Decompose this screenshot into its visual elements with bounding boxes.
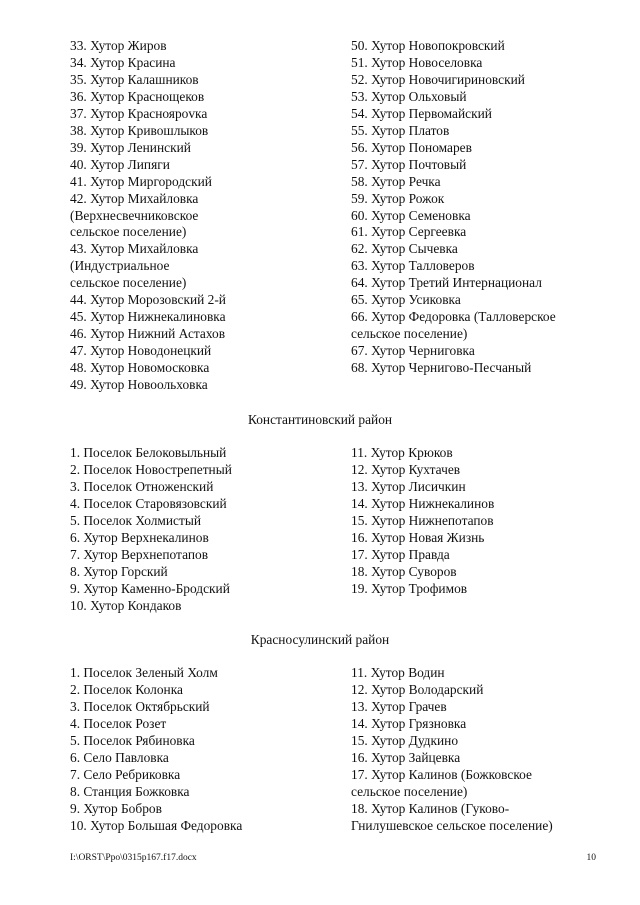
page-footer	[70, 853, 596, 863]
list-item: 53. Хутор Ольховый	[351, 88, 467, 104]
list-item: 3. Поселок Октябрьский	[70, 698, 210, 714]
list-item: 1. Поселок Белоковыльный	[70, 445, 227, 460]
list-item: 67. Хутор Черниговка	[351, 343, 475, 359]
list-item: 62. Хутор Сычевка	[351, 241, 458, 257]
list-item: 5. Поселок Холмистый	[70, 512, 201, 528]
list-item: 39. Хутор Ленинский	[70, 139, 191, 155]
list-item: 40. Хутор Липяги	[70, 156, 170, 172]
list-item: 42. Хутор Михайловка	[70, 190, 199, 206]
list-item: 6. Хутор Верхнекалинов	[70, 529, 209, 545]
list-item: 17. Хутор Калинов (Божковское	[351, 766, 532, 782]
settlement-list-konstantinovsky	[70, 445, 590, 615]
list-item: 8. Станция Божковка	[70, 783, 190, 799]
list-item: 66. Хутор Федоровка (Талловерское	[351, 309, 556, 325]
list-item: (Индустриальное	[70, 258, 170, 274]
list-item: сельское поселение)	[70, 224, 187, 240]
list-column-left	[70, 665, 351, 835]
list-item: 63. Хутор Талловеров	[351, 258, 475, 274]
list-column-right	[351, 665, 590, 835]
list-item: 18. Хутор Калинов (Гуково-	[351, 800, 510, 816]
list-item: 19. Хутор Трофимов	[351, 580, 468, 596]
list-column-left	[70, 38, 351, 394]
page-number: 10	[586, 853, 596, 863]
list-item: 5. Поселок Рябиновка	[70, 732, 195, 748]
list-item: 4. Поселок Старовязовский	[70, 495, 227, 511]
list-item: 15. Хутор Дудкино	[351, 732, 459, 748]
list-item: 49. Хутор Новоольховка	[70, 377, 208, 393]
list-item: 12. Хутор Володарский	[351, 681, 484, 697]
settlement-list-continued	[70, 38, 590, 394]
list-item: сельское поселение)	[351, 326, 468, 342]
list-item: 2. Поселок Колонка	[70, 681, 183, 697]
list-item: 45. Хутор Нижнекалиновка	[70, 309, 226, 325]
list-item: 10. Хутор Кондаков	[70, 597, 182, 613]
district-heading-krasnosulinsky: Красносулинский район	[250, 632, 390, 647]
list-item: 41. Хутор Миргородский	[70, 173, 212, 189]
list-item: 52. Хутор Новочигириновский	[351, 71, 525, 87]
list-item: Гнилушевское сельское поселение)	[351, 817, 553, 833]
list-item: 7. Хутор Верхнепотапов	[70, 546, 209, 562]
list-item: 38. Хутор Кривошлыков	[70, 122, 209, 138]
list-item: 16. Хутор Новая Жизнь	[351, 529, 485, 545]
list-item: 46. Хутор Нижний Астахов	[70, 326, 226, 342]
list-item: 55. Хутор Платов	[351, 122, 450, 138]
list-item: 14. Хутор Грязновка	[351, 715, 467, 731]
list-item: 4. Поселок Розет	[70, 715, 167, 731]
list-item: 57. Хутор Почтовый	[351, 156, 467, 172]
list-item: 61. Хутор Сергеевка	[351, 224, 467, 240]
list-item: 13. Хутор Грачев	[351, 698, 447, 714]
list-item: 9. Хутор Бобров	[70, 800, 162, 816]
list-item: сельское поселение)	[70, 275, 187, 291]
list-item: 6. Село Павловка	[70, 749, 169, 765]
settlement-list-krasnosulinsky	[70, 665, 590, 835]
list-item: 14. Хутор Нижнекалинов	[351, 495, 495, 511]
list-column-right	[351, 38, 590, 394]
list-item: 7. Село Ребриковка	[70, 766, 181, 782]
file-path: I:\ORST\Ppo\0315p167.f17.docx	[70, 853, 197, 863]
list-item: 35. Хутор Калашников	[70, 71, 199, 87]
list-item: 56. Хутор Пономарев	[351, 139, 472, 155]
list-item: 11. Хутор Водин	[351, 665, 445, 680]
list-item: 68. Хутор Чернигово-Песчаный	[351, 360, 532, 376]
list-item: 8. Хутор Горский	[70, 563, 168, 579]
list-item: 65. Хутор Усиковка	[351, 292, 461, 308]
list-item: 11. Хутор Крюков	[351, 445, 453, 460]
list-item: 10. Хутор Большая Федоровка	[70, 817, 243, 833]
list-item: 47. Хутор Новодонецкий	[70, 343, 212, 359]
list-item: сельское поселение)	[351, 783, 468, 799]
list-item: 60. Хутор Семеновка	[351, 207, 471, 223]
list-item: 3. Поселок Отноженский	[70, 478, 214, 494]
list-item: 43. Хутор Михайловка	[70, 241, 199, 257]
list-item: 33. Хутор Жиров	[70, 38, 167, 53]
list-item: 44. Хутор Морозовский 2-й	[70, 292, 226, 308]
list-item: 34. Хутор Красина	[70, 54, 176, 70]
list-item: 13. Хутор Лисичкин	[351, 478, 466, 494]
list-item: 12. Хутор Кухтачев	[351, 461, 461, 477]
list-item: 50. Хутор Новопокровский	[351, 38, 505, 53]
list-item: 1. Поселок Зеленый Холм	[70, 665, 218, 680]
list-item: 48. Хутор Новомосковка	[70, 360, 210, 376]
list-item: 58. Хутор Речка	[351, 173, 441, 189]
list-item: 16. Хутор Зайцевка	[351, 749, 461, 765]
list-item: 15. Хутор Нижнепотапов	[351, 512, 494, 528]
list-item: 51. Хутор Новоселовка	[351, 54, 483, 70]
list-column-right	[351, 445, 590, 615]
list-item: 64. Хутор Третий Интернационал	[351, 275, 542, 291]
district-heading-konstantinovsky: Константиновский район	[247, 412, 393, 427]
list-item: 2. Поселок Новострепетный	[70, 461, 232, 477]
list-item: 59. Хутор Рожок	[351, 190, 445, 206]
list-item: 18. Хутор Суворов	[351, 563, 457, 579]
list-item: (Верхнесвечниковское	[70, 207, 199, 223]
list-item: 37. Хутор Красноярovка	[70, 105, 208, 121]
list-item: 36. Хутор Краснощеков	[70, 88, 205, 104]
list-item: 17. Хутор Правда	[351, 546, 450, 562]
list-column-left	[70, 445, 351, 615]
list-item: 54. Хутор Первомайский	[351, 105, 492, 121]
list-item: 9. Хутор Каменно-Бродский	[70, 580, 230, 596]
